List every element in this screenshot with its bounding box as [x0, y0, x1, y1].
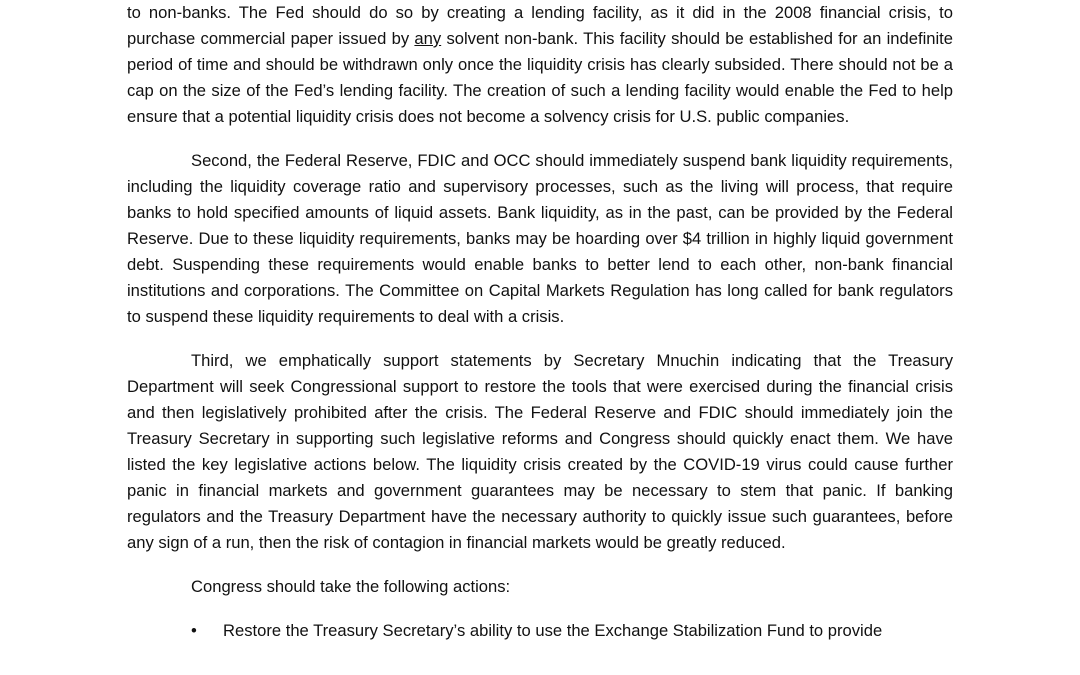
paragraph-treasury-support: Third, we emphatically support statements by Secretary Mnuchin indicating that the Treasury Department will seek Congressional support to restore the tools that were exercised during the financial crisis and then legislatively prohibited after the crisis. The Federal Reserve and FDIC should immediately join the Treasury Secretary in supporting such legislative reforms and Congress should quickly enact them. We have listed the key legislative actions below. The liquidity crisis created by the COVID-19 virus could cause further panic in financial markets and government guarantees may be necessary to stem that panic. If banking regulators and the Treasury Department have the necessary authority to quickly issue such guarantees, before any sign of a run, then the risk of contagion in financial markets would be greatly reduced.: [127, 351, 953, 552]
paragraph-congress-actions: Congress should take the following actions:: [191, 577, 511, 596]
paragraph-bank-liquidity: Second, the Federal Reserve, FDIC and OCC should immediately suspend bank liquidity requirements, including the liquidity coverage ratio and supervisory processes, such as the living will process, that require banks to hold specified amounts of liquid assets. Bank liquidity, as in the past, can be provided by the Federal Reserve. Due to these liquidity requirements, banks may be hoarding over $4 trillion in highly liquid government debt. Suspending these requirements would enable banks to better lend to each other, non-bank financial institutions and corporations. The Committee on Capital Markets Regulation has long called for bank regulators to suspend these liquidity requirements to deal with a crisis.: [127, 151, 953, 326]
document-body: [127, 0, 953, 644]
underlined-word-any: any: [414, 29, 442, 48]
bullet-item: [127, 618, 953, 644]
bullet-icon: •: [191, 621, 197, 640]
bullet-text: Restore the Treasury Secretary’s ability to use the Exchange Stabilization Fund to provide: [223, 621, 883, 640]
paragraph-gap: [127, 330, 953, 348]
paragraph-fed-lending-facility: [127, 0, 953, 130]
paragraph-gap: [127, 556, 953, 574]
paragraph-1-text-b: solvent non-bank. This facility should be established for an indefinite period of time and should be withdrawn only once the liquidity crisis has clearly subsided. There should not be a cap on the size of the Fed’s lending facility. The creation of such a lending facility would enable the Fed to help ensure that a potential liquidity crisis does not become a solvency crisis for U.S. public companies.: [127, 29, 954, 126]
paragraph-gap: [127, 130, 953, 148]
paragraph-1-text-a: to non-banks. The Fed should do so by creating a lending facility, as it did in the 2008 financial crisis, to purchase commercial paper issued by: [127, 3, 953, 48]
paragraph-gap: [127, 600, 953, 618]
